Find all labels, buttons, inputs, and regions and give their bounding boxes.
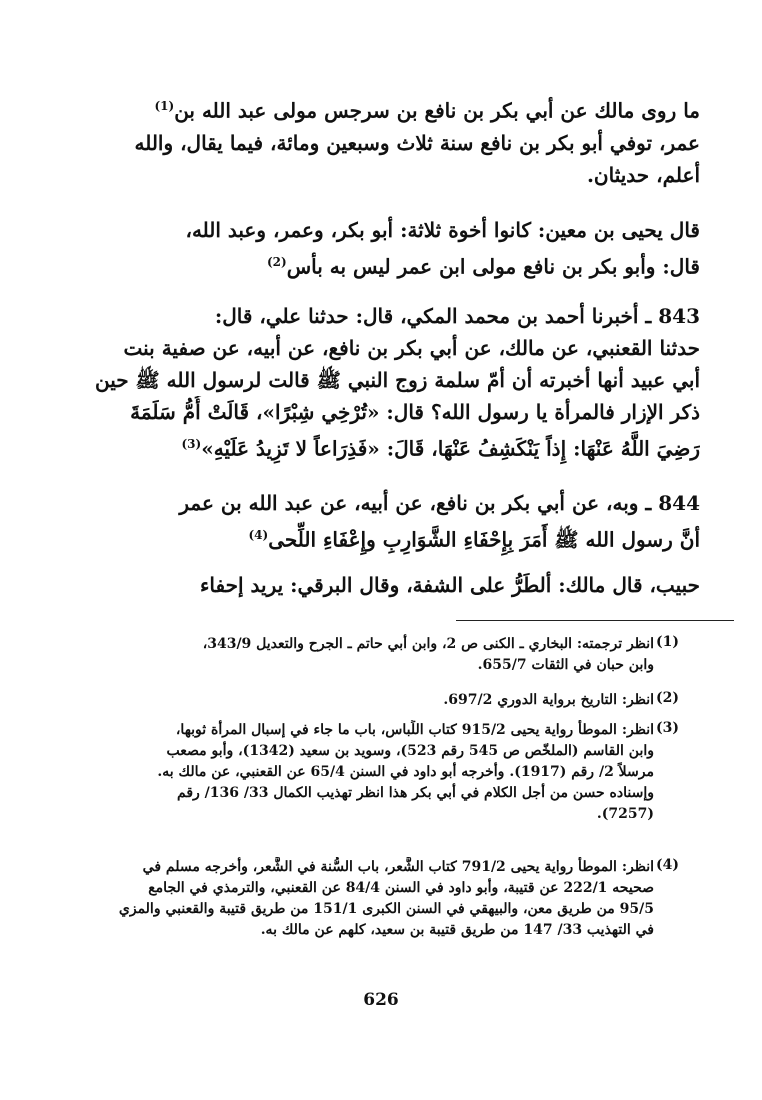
text-line: 844 ـ وبه، عن أبي بكر بن نافع، عن أبيه، عن عبد الله بن عمر [179, 491, 700, 515]
footnote-line: (7257). [596, 806, 654, 822]
footnote-1 [60, 634, 654, 676]
text-line: حدثنا القعنبي، عن مالك، عن أبي بكر بن نافع، عن أبيه، عن صفية بنت [123, 336, 700, 360]
footnote-ref[interactable]: (2) [266, 255, 287, 269]
hadith-843 [60, 300, 700, 465]
footnote-separator [456, 620, 734, 621]
footnote-2 [60, 690, 654, 711]
footnote-number: (3) [656, 720, 679, 736]
footnote-line: في التهذيب 33/ 147 من طريق قتيبة بن سعيد، كلهم عن مالك به. [260, 922, 654, 938]
footnote-line: وإسناده حسن من أجل الكلام في أبي بكر هذا انظر تهذيب الكمال 33/ 136/ رقم [177, 785, 654, 801]
text-line: أبي عبيد أنها أخبرته أن أمّ سلمة زوج النبي ﷺ قالت لرسول الله ﷺ حين [94, 368, 700, 392]
footnote-number: (1) [656, 634, 679, 650]
footnote-number: (2) [656, 690, 679, 706]
footnote-ref[interactable]: (4) [248, 528, 269, 542]
footnote-line: وابن القاسم (الملخّص ص 545 رقم 523)، وسويد بن سعيد (1342)، وأبو مصعب [166, 743, 654, 759]
paragraph-yahya [60, 214, 700, 283]
text-line: رَضِيَ اللَّهُ عَنْهَا: إِذاً يَنْكَشِفُ عَنْهَا، قَالَ: «فَذِرَاعاً لا تَزِيدُ عَلَيْهِ»$^{(3)}$ [181, 436, 700, 461]
text-line: 843 ـ أخبرنا أحمد بن محمد المكي، قال: حدثنا علي، قال: [214, 304, 700, 328]
text-line: قال يحيى بن معين: كانوا أخوة ثلاثة: أبو بكر، وعمر، وعبد الله، [185, 218, 700, 242]
footnote-3 [60, 720, 654, 825]
hadith-844 [60, 487, 700, 556]
footnote-line: انظر: التاريخ برواية الدوري 697/2. [443, 692, 654, 708]
text-line: أعلم، حديثان. [586, 162, 700, 187]
text-line: عمر، توفي أبو بكر بن نافع سنة ثلاث وسبعين ومائة، فيما يقال، والله [134, 130, 700, 155]
footnote-line: 95/5 من طريق معن، والبيهقي في السنن الكبرى 151/1 من طريق قتيبة والقعنبي والمزي [118, 901, 654, 917]
footnote-line: انظر: الموطأ رواية يحيى 791/2 كتاب الشَّعر، باب السُّنة في الشَّعر، وأخرجه مسلم في [142, 859, 654, 875]
paragraph-continuation [60, 569, 700, 601]
footnote-ref[interactable]: (3) [181, 437, 202, 451]
footnote-line: مرسلاً 2/ رقم (1917). وأخرجه أبو داود في السنن 65/4 عن القعنبي، عن مالك به. [157, 764, 654, 780]
footnote-ref[interactable]: (1) [154, 99, 175, 113]
page-number: 626 [363, 990, 399, 1010]
footnote-line: صحيحه 222/1 عن قتيبة، وأبو داود في السنن 84/4 عن القعنبي، والترمذي في الجامع [148, 880, 654, 896]
text-line: أنَّ رسول الله ﷺ أَمَرَ بِإِحْفَاءِ الشَّوَارِبِ وإِعْفَاءِ اللِّحى$^{(4)}$ [248, 527, 700, 552]
text-line: قال: وأبو بكر بن نافع مولى ابن عمر ليس به بأس$^{(2)}$ [266, 254, 700, 279]
footnote-4 [60, 857, 654, 941]
footnote-line: وابن حبان في الثقات 655/7. [477, 657, 654, 673]
footnote-line: انظر: الموطأ رواية يحيى 915/2 كتاب اللِّباس، باب ما جاء في إسبال المرأة ثوبها، [175, 722, 654, 738]
text-line: ذكر الإزار فالمرأة يا رسول الله؟ قال: «تُرْخِي شِبْرًا»، قَالَتْ أُمُّ سَلَمَةَ [130, 400, 700, 424]
text-line: ما روى مالك عن أبي بكر بن نافع بن سرجس مولى عبد الله بن$^{(1)}$ [154, 98, 700, 123]
paragraph-intro [60, 90, 700, 191]
footnote-line: انظر ترجمته: البخاري ـ الكنى ص 2، وابن أبي حاتم ـ الجرح والتعديل 343/9، [202, 636, 654, 652]
footnote-number: (4) [656, 857, 679, 873]
text-line: حبيب، قال مالك: ألطَرُّ على الشفة، وقال البرقي: يريد إحفاء [200, 573, 700, 597]
